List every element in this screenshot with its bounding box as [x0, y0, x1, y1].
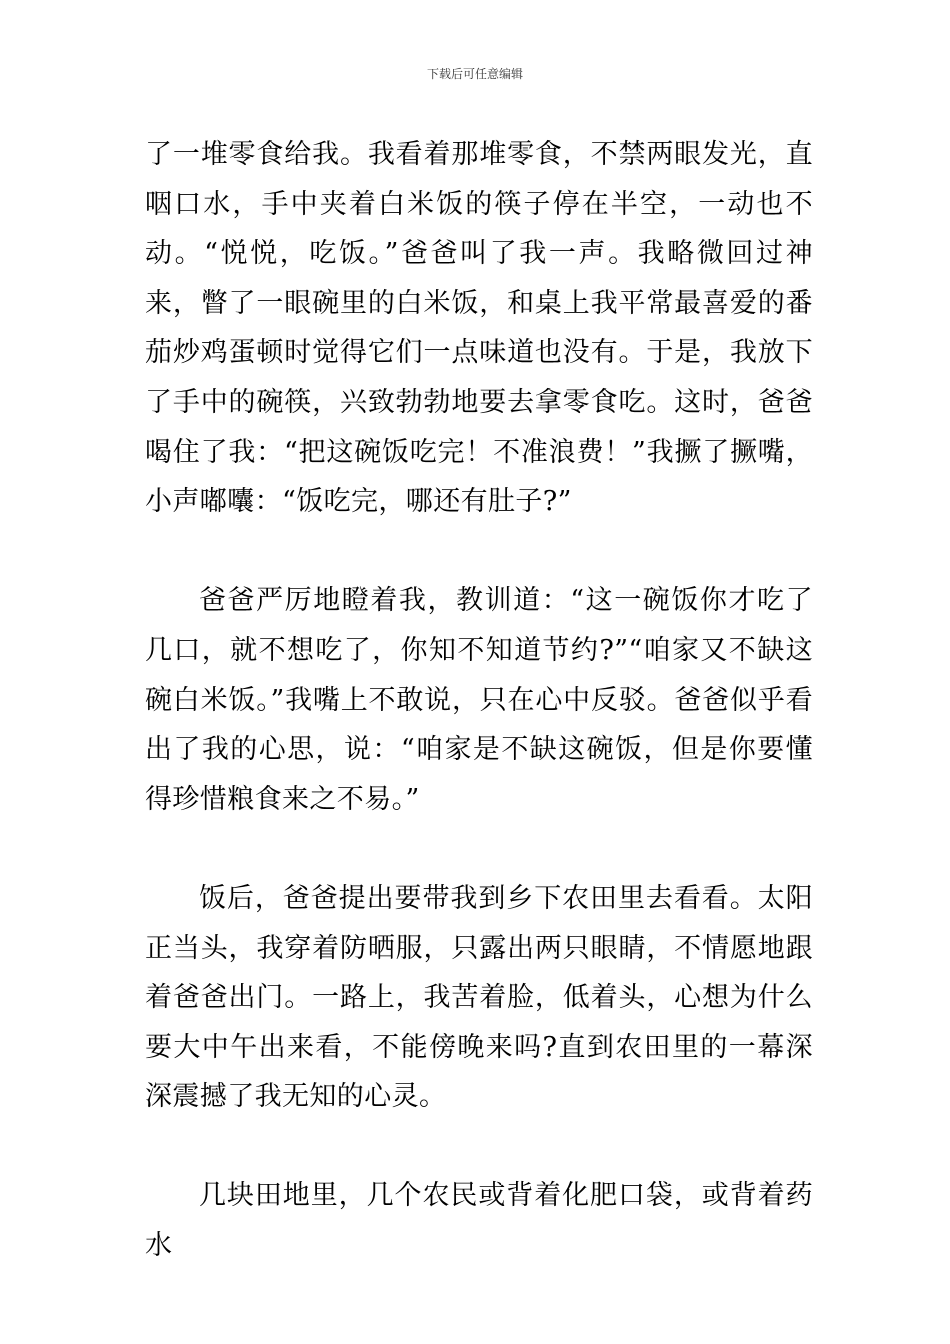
- paragraph-4: 几块田地里，几个农民或背着化肥口袋，或背着药水: [145, 1180, 813, 1262]
- paragraph-2: 爸爸严厉地瞪着我，教训道：“这一碗饭你才吃了几口，就不想吃了，你知不知道节约?”“咱家又不缺这碗白米饭。”我嘴上不敢说，只在心中反驳。爸爸似乎看出了我的心思，说：“咱家是不缺这碗饭，但是你要懂得珍惜粮食来之不易。”: [145, 585, 813, 815]
- paragraph-spacer: [145, 527, 813, 577]
- page-header: 下载后可任意编辑: [426, 67, 523, 81]
- paragraph-3: 饭后，爸爸提出要带我到乡下农田里去看看。太阳正当头，我穿着防晒服，只露出两只眼睛，不情愿地跟着爸爸出门。一路上，我苦着脸，低着头，心想为什么要大中午出来看，不能傍晚来吗?直到农田里的一幕深深震撼了我无知的心灵。: [145, 882, 813, 1113]
- paragraph-1: 了一堆零食给我。我看着那堆零食，不禁两眼发光，直咽口水，手中夹着白米饭的筷子停在半空，一动也不动。“悦悦，吃饭。”爸爸叫了我一声。我略微回过神来，瞥了一眼碗里的白米饭，和桌上我平常最喜爱的番茄炒鸡蛋顿时觉得它们一点味道也没有。于是，我放下了手中的碗筷，兴致勃勃地要去拿零食吃。这时，爸爸喝住了我：“把这碗饭吃完！不准浪费！”我撅了撅嘴，小声嘟囔：“饭吃完，哪还有肚子?”: [145, 139, 813, 518]
- paragraph-spacer: [145, 824, 813, 874]
- document-body: [145, 130, 813, 1271]
- paragraph-spacer: [145, 1122, 813, 1172]
